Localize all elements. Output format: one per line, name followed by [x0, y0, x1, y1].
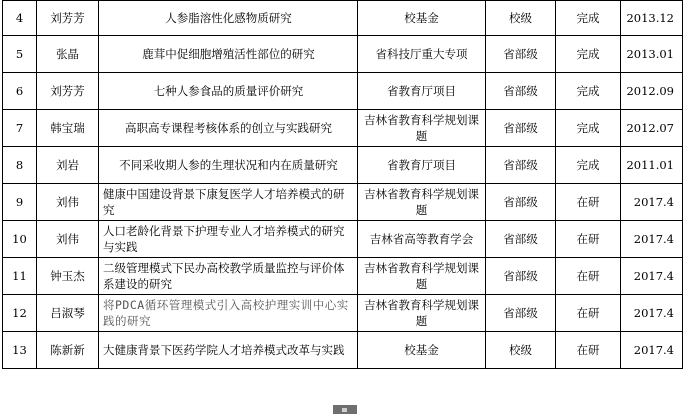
project-title: 不同采收期人参的生理状况和内在质量研究 [99, 147, 358, 184]
page-scrap-highlight [342, 408, 347, 412]
row-number: 10 [3, 221, 37, 258]
row-number: 11 [3, 258, 37, 295]
project-status: 在研 [556, 184, 621, 221]
project-level: 省部级 [486, 295, 556, 332]
project-date: 2013.12 [621, 1, 683, 36]
project-source: 省教育厅项目 [358, 147, 486, 184]
table-row [3, 1, 683, 36]
research-projects-table [2, 0, 683, 369]
project-date: 2012.07 [621, 110, 683, 147]
project-status: 完成 [556, 1, 621, 36]
project-status: 在研 [556, 258, 621, 295]
project-level: 校级 [486, 1, 556, 36]
table-row [3, 221, 683, 258]
project-source: 校基金 [358, 1, 486, 36]
person-name: 刘岩 [37, 147, 99, 184]
project-title: 将PDCA循环管理模式引入高校护理实训中心实践的研究 [99, 295, 358, 332]
project-level: 省部级 [486, 110, 556, 147]
project-source: 吉林省高等教育学会 [358, 221, 486, 258]
project-title: 高职高专课程考核体系的创立与实践研究 [99, 110, 358, 147]
person-name: 刘伟 [37, 221, 99, 258]
project-title: 人口老龄化背景下护理专业人才培养模式的研究与实践 [99, 221, 358, 258]
project-status: 在研 [556, 295, 621, 332]
project-title: 二级管理模式下民办高校教学质量监控与评价体系建设的研究 [99, 258, 358, 295]
project-source: 吉林省教育科学规划课题 [358, 258, 486, 295]
row-number: 9 [3, 184, 37, 221]
row-number: 6 [3, 73, 37, 110]
project-status: 完成 [556, 73, 621, 110]
project-date: 2012.09 [621, 73, 683, 110]
project-title: 鹿茸中促细胞增殖活性部位的研究 [99, 36, 358, 73]
project-level: 校级 [486, 332, 556, 369]
project-date: 2017.4 [621, 221, 683, 258]
table-row [3, 295, 683, 332]
row-number: 12 [3, 295, 37, 332]
project-title: 人参脂溶性化感物质研究 [99, 1, 358, 36]
row-number: 5 [3, 36, 37, 73]
project-date: 2017.4 [621, 332, 683, 369]
project-level: 省部级 [486, 147, 556, 184]
project-level: 省部级 [486, 36, 556, 73]
project-level: 省部级 [486, 184, 556, 221]
project-date: 2013.01 [621, 36, 683, 73]
project-source: 吉林省教育科学规划课题 [358, 110, 486, 147]
person-name: 钟玉杰 [37, 258, 99, 295]
table-row [3, 110, 683, 147]
project-source: 校基金 [358, 332, 486, 369]
project-title: 健康中国建设背景下康复医学人才培养模式的研究 [99, 184, 358, 221]
project-status: 完成 [556, 36, 621, 73]
row-number: 4 [3, 1, 37, 36]
person-name: 刘芳芳 [37, 1, 99, 36]
row-number: 13 [3, 332, 37, 369]
project-level: 省部级 [486, 73, 556, 110]
project-date: 2011.01 [621, 147, 683, 184]
project-source: 省教育厅项目 [358, 73, 486, 110]
table-row [3, 36, 683, 73]
project-source: 吉林省教育科学规划课题 [358, 184, 486, 221]
person-name: 张晶 [37, 36, 99, 73]
person-name: 刘芳芳 [37, 73, 99, 110]
table-row [3, 184, 683, 221]
project-level: 省部级 [486, 258, 556, 295]
project-title: 七种人参食品的质量评价研究 [99, 73, 358, 110]
table-row [3, 147, 683, 184]
table-row [3, 332, 683, 369]
project-title: 大健康背景下医药学院人才培养模式改革与实践 [99, 332, 358, 369]
project-status: 完成 [556, 110, 621, 147]
table-row [3, 258, 683, 295]
project-status: 在研 [556, 221, 621, 258]
project-source: 省科技厅重大专项 [358, 36, 486, 73]
row-number: 7 [3, 110, 37, 147]
project-level: 省部级 [486, 221, 556, 258]
project-date: 2017.4 [621, 184, 683, 221]
person-name: 刘伟 [37, 184, 99, 221]
project-status: 完成 [556, 147, 621, 184]
table-row [3, 73, 683, 110]
project-date: 2017.4 [621, 295, 683, 332]
project-date: 2017.4 [621, 258, 683, 295]
project-source: 吉林省教育科学规划课题 [358, 295, 486, 332]
person-name: 吕淑琴 [37, 295, 99, 332]
person-name: 韩宝瑞 [37, 110, 99, 147]
project-status: 在研 [556, 332, 621, 369]
person-name: 陈新新 [37, 332, 99, 369]
row-number: 8 [3, 147, 37, 184]
